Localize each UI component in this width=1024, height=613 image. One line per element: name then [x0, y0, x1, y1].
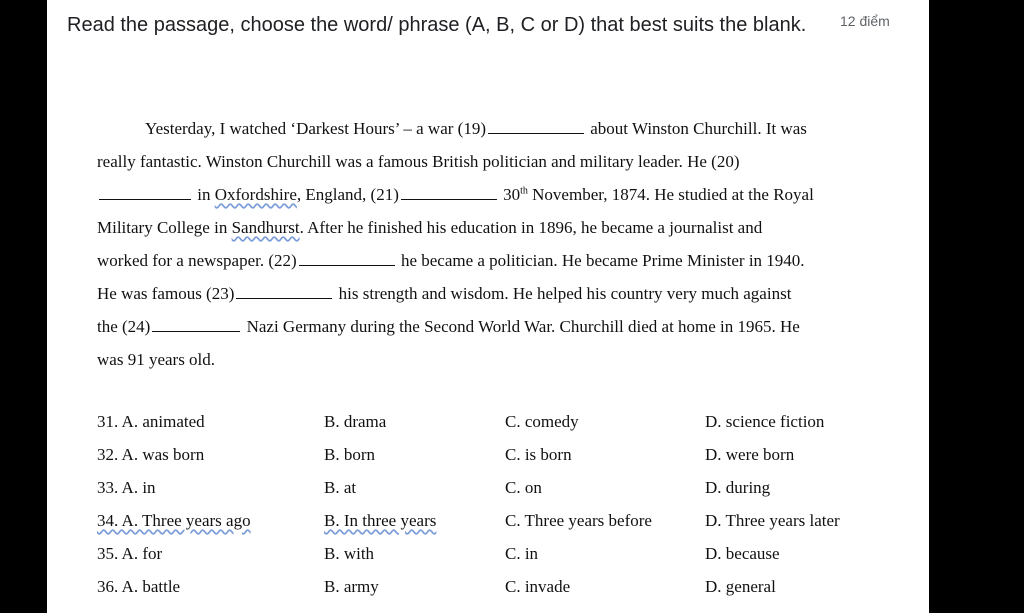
passage-line-6: He was famous (23) his strength and wisdom. He helped his country very much against: [97, 284, 792, 303]
passage-line-2: really fantastic. Winston Churchill was a famous British politician and military leader. He (20): [97, 152, 740, 171]
option-b: B. In three years: [324, 511, 437, 530]
passage-line-1: Yesterday, I watched ‘Darkest Hours’ – a war (19) about Winston Churchill. It was: [145, 119, 807, 138]
option-a: 33. A. in: [97, 478, 156, 497]
option-b: B. drama: [324, 412, 387, 431]
answer-row-31: [97, 408, 897, 441]
answer-row-36: [97, 573, 897, 606]
option-b: B. with: [324, 544, 375, 563]
option-d: D. because: [705, 544, 780, 563]
answer-row-34: [97, 507, 897, 540]
option-c: C. is born: [505, 445, 572, 464]
option-d: D. were born: [705, 445, 795, 464]
passage-line-4: Military College in Sandhurst. After he finished his education in 1896, he became a journalist and: [97, 218, 763, 237]
option-a: 34. A. Three years ago: [97, 511, 251, 530]
option-c: C. Three years before: [505, 511, 652, 530]
blank-22: [299, 249, 395, 266]
option-d: D. science fiction: [705, 412, 825, 431]
option-c: C. invade: [505, 577, 571, 596]
answer-row-35: [97, 540, 897, 573]
passage-line-7: the (24) Nazi Germany during the Second World War. Churchill died at home in 1965. He: [97, 317, 800, 336]
option-c: C. in: [505, 544, 539, 563]
points-label: 12 điểm: [840, 13, 890, 29]
option-d: D. during: [705, 478, 771, 497]
passage-line-8: was 91 years old.: [97, 350, 216, 369]
option-a: 35. A. for: [97, 544, 163, 563]
blank-21: [401, 183, 497, 200]
answer-row-33: [97, 474, 897, 507]
option-c: C. comedy: [505, 412, 579, 431]
answer-options: [97, 408, 897, 606]
option-b: B. army: [324, 577, 379, 596]
blank-20: [99, 183, 191, 200]
passage-line-5: worked for a newspaper. (22) he became a politician. He became Prime Minister in 1940.: [97, 251, 805, 270]
passage-line-3: in Oxfordshire, England, (21) 30th November, 1874. He studied at the Royal: [97, 178, 897, 211]
question-card: [47, 0, 929, 613]
blank-23: [236, 282, 332, 299]
option-c: C. on: [505, 478, 542, 497]
option-b: B. at: [324, 478, 357, 497]
option-a: 31. A. animated: [97, 412, 205, 431]
blank-24: [152, 315, 240, 332]
option-b: B. born: [324, 445, 375, 464]
question-title: Read the passage, choose the word/ phrase (A, B, C or D) that best suits the blank.: [67, 14, 807, 36]
option-d: D. Three years later: [705, 511, 840, 530]
option-a: 32. A. was born: [97, 445, 205, 464]
passage-image: [97, 112, 897, 376]
option-d: D. general: [705, 577, 776, 596]
blank-19: [488, 117, 584, 134]
option-a: 36. A. battle: [97, 577, 181, 596]
answer-row-32: [97, 441, 897, 474]
